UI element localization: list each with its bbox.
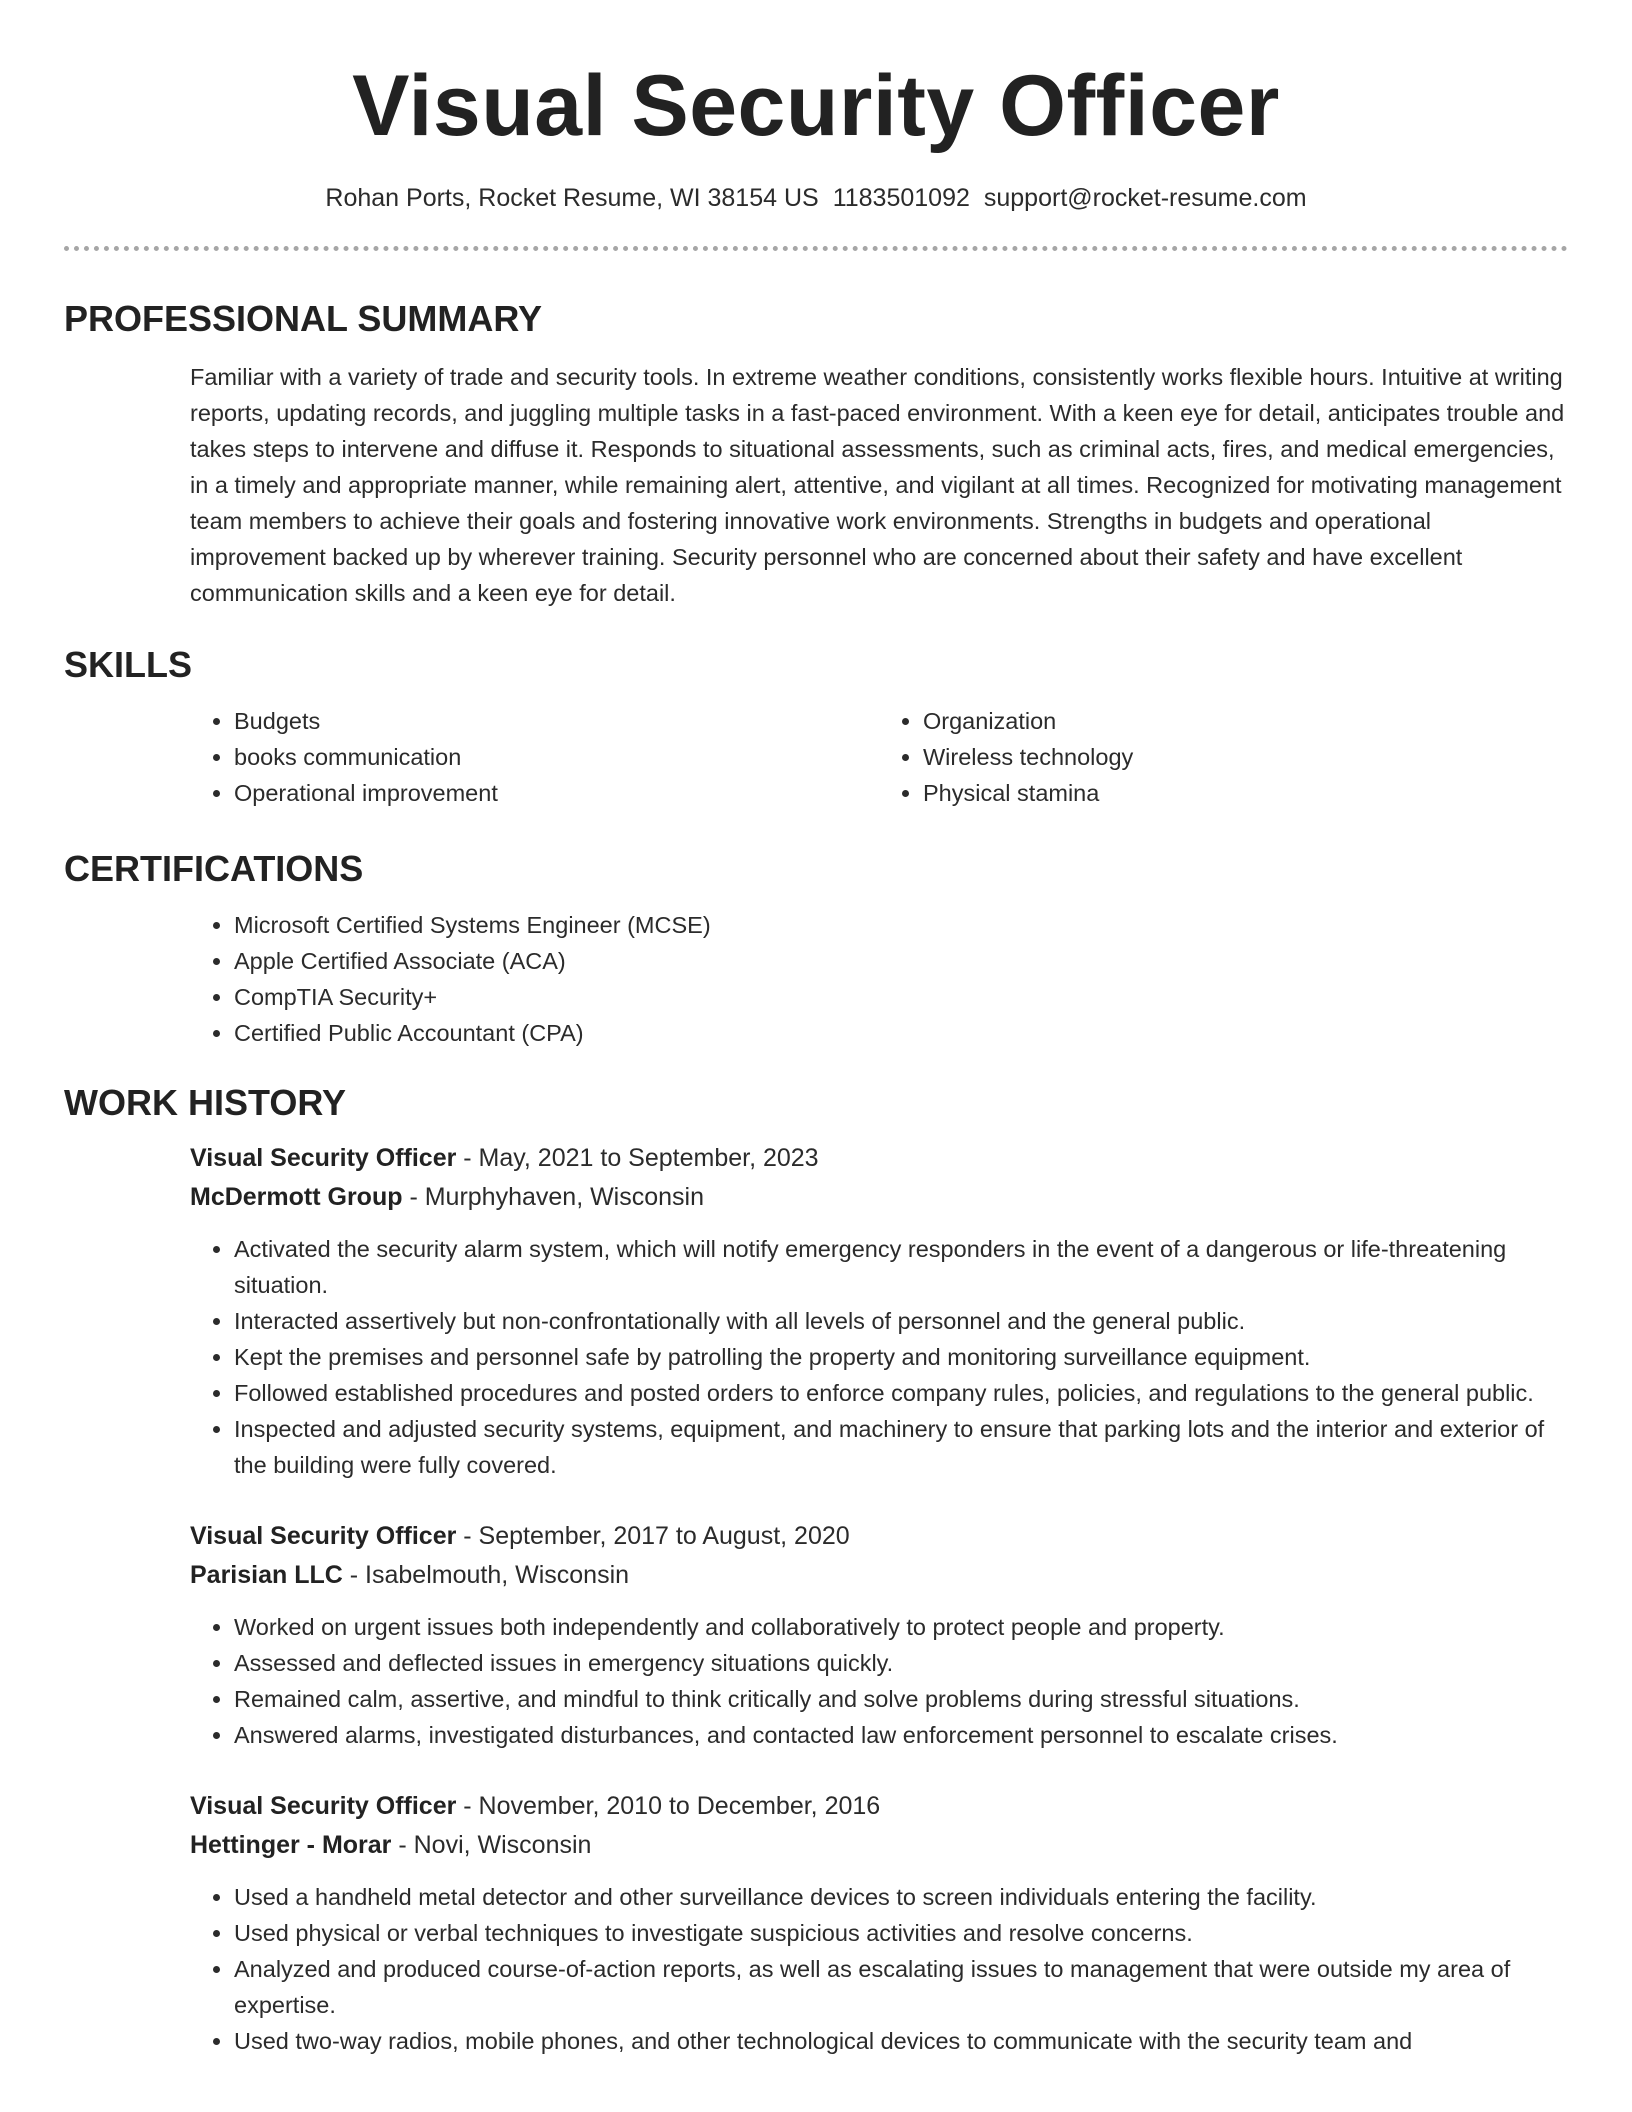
- job-title-line: [190, 1787, 1568, 1826]
- job-bullet: • Inspected and adjusted security systems, equipment, and machinery to ensure that parking lots and the interior and exterior of the building were fully covered.: [234, 1411, 1568, 1483]
- contact-phone: 1183501092: [832, 184, 970, 212]
- skill-item: • Organization: [923, 703, 1568, 739]
- job-dates: - May, 2021 to September, 2023: [456, 1144, 819, 1172]
- job-bullet: • Answered alarms, investigated disturbances, and contacted law enforcement personnel to escalate crises.: [234, 1717, 1568, 1753]
- skills-list: [190, 703, 1568, 811]
- job-bullets: [190, 1231, 1568, 1483]
- certification-item: • Microsoft Certified Systems Engineer (MCSE): [234, 907, 1568, 943]
- job-location: - Murphyhaven, Wisconsin: [402, 1183, 705, 1211]
- job-bullets: [190, 1879, 1568, 2059]
- contact-line: [64, 182, 1568, 214]
- certification-item: • CompTIA Security+: [234, 979, 1568, 1015]
- certifications-heading: CERTIFICATIONS: [64, 848, 364, 889]
- job-dates: - November, 2010 to December, 2016: [456, 1792, 881, 1820]
- job-company: Hettinger - Morar: [190, 1831, 392, 1859]
- certifications-list: [190, 907, 1568, 1051]
- job-bullets: [190, 1609, 1568, 1753]
- skills-column-left: [190, 703, 879, 811]
- job-bullet: • Remained calm, assertive, and mindful to think critically and solve problems during stressful situations.: [234, 1681, 1568, 1717]
- job-location: - Isabelmouth, Wisconsin: [342, 1561, 630, 1589]
- job-company: Parisian LLC: [190, 1561, 343, 1589]
- job-role: Visual Security Officer: [190, 1144, 457, 1172]
- job-entry-2: [190, 1517, 1568, 1753]
- resume-name: Visual Security Officer: [352, 58, 1280, 154]
- job-title-line: [190, 1139, 1568, 1178]
- job-bullet: • Used a handheld metal detector and other surveillance devices to screen individuals entering the facility.: [234, 1879, 1568, 1915]
- job-bullet: • Worked on urgent issues both independently and collaboratively to protect people and property.: [234, 1609, 1568, 1645]
- summary-text: Familiar with a variety of trade and security tools. In extreme weather conditions, consistently works flexible hours. Intuitive at writing reports, updating records, and juggling multiple tasks in a fast-paced environment. With a keen eye for detail, anticipates trouble and takes steps to intervene and diffuse it. Responds to situational assessments, such as criminal acts, fires, and medical emergencies, in a timely and appropriate manner, while remaining alert, attentive, and vigilant at all times. Recognized for motivating management team members to achieve their goals and fostering innovative work environments. Strengths in budgets and operational improvement backed up by wherever training. Security personnel who are concerned about their safety and have excellent communication skills and a keen eye for detail.: [190, 364, 1565, 606]
- job-bullet: • Used two-way radios, mobile phones, and other technological devices to communicate with the security team and: [234, 2023, 1568, 2059]
- job-bullet: • Interacted assertively but non-confrontationally with all levels of personnel and the general public.: [234, 1303, 1568, 1339]
- job-bullet: • Used physical or verbal techniques to investigate suspicious activities and resolve concerns.: [234, 1915, 1568, 1951]
- job-entry-3: [190, 1787, 1568, 2059]
- skill-item: • Operational improvement: [234, 775, 879, 811]
- job-entry-1: [190, 1139, 1568, 1483]
- job-bullet: • Analyzed and produced course-of-action reports, as well as escalating issues to management that were outside my area of expertise.: [234, 1951, 1568, 2023]
- resume-page: [64, 0, 1568, 2059]
- job-location: - Novi, Wisconsin: [391, 1831, 592, 1859]
- skill-item: • books communication: [234, 739, 879, 775]
- summary-heading: PROFESSIONAL SUMMARY: [64, 298, 543, 339]
- skills-column-right: [879, 703, 1568, 811]
- certification-item: • Apple Certified Associate (ACA): [234, 943, 1568, 979]
- job-dates: - September, 2017 to August, 2020: [456, 1522, 850, 1550]
- job-company-line: [190, 1826, 1568, 1865]
- certification-item: • Certified Public Accountant (CPA): [234, 1015, 1568, 1051]
- job-bullet: • Assessed and deflected issues in emergency situations quickly.: [234, 1645, 1568, 1681]
- header-divider: [64, 246, 1568, 251]
- skill-item: • Wireless technology: [923, 739, 1568, 775]
- work-history-heading: WORK HISTORY: [64, 1082, 347, 1123]
- job-bullet: • Kept the premises and personnel safe by patrolling the property and monitoring surveillance equipment.: [234, 1339, 1568, 1375]
- job-company: McDermott Group: [190, 1183, 403, 1211]
- contact-address: Rohan Ports, Rocket Resume, WI 38154 US: [325, 184, 819, 212]
- skills-heading: SKILLS: [64, 644, 193, 685]
- job-company-line: [190, 1178, 1568, 1217]
- job-role: Visual Security Officer: [190, 1522, 457, 1550]
- job-role: Visual Security Officer: [190, 1792, 457, 1820]
- skill-item: • Budgets: [234, 703, 879, 739]
- job-title-line: [190, 1517, 1568, 1556]
- skill-item: • Physical stamina: [923, 775, 1568, 811]
- contact-email: support@rocket-resume.com: [983, 184, 1307, 212]
- job-company-line: [190, 1556, 1568, 1595]
- job-bullet: • Activated the security alarm system, which will notify emergency responders in the event of a dangerous or life-threatening situation.: [234, 1231, 1568, 1303]
- job-bullet: • Followed established procedures and posted orders to enforce company rules, policies, and regulations to the general public.: [234, 1375, 1568, 1411]
